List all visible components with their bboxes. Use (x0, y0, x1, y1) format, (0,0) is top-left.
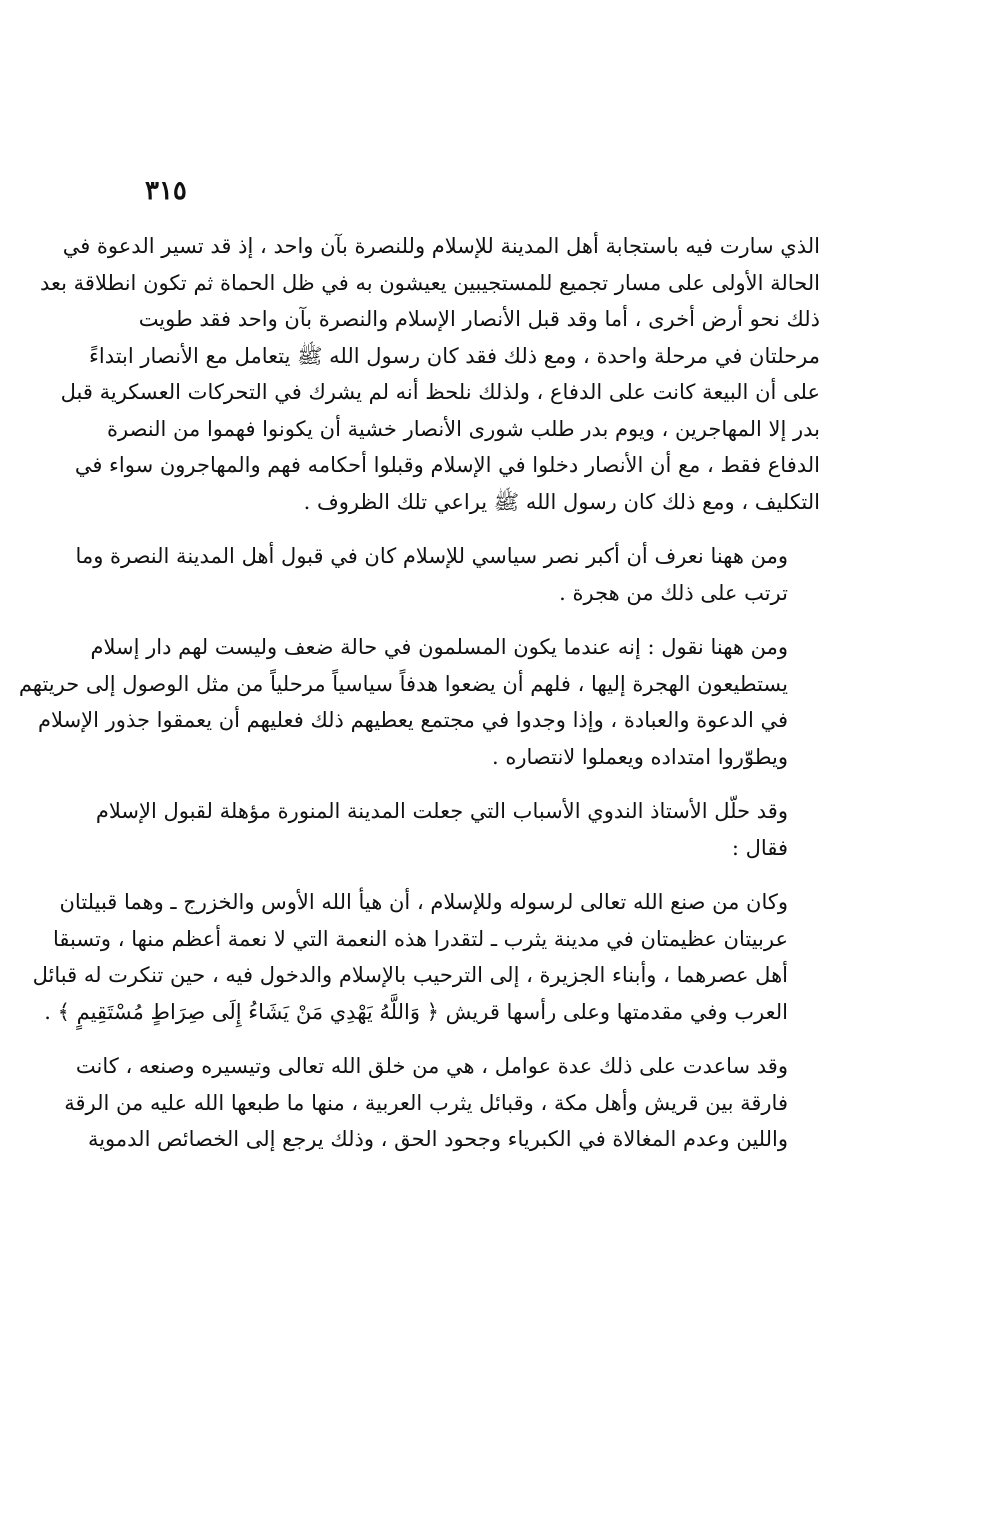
paragraph-1 (39, 228, 820, 520)
text-line: ومن ههنا نعرف أن أكبر نصر سياسي للإسلام كان في قبول أهل المدينة النصرة وما (75, 544, 788, 568)
text-line: وكان من صنع الله تعالى لرسوله وللإسلام ، أن هيأ الله الأوس والخزرج ـ وهما قبيلتان (59, 890, 788, 914)
text-line: بدر إلا المهاجرين ، ويوم بدر طلب شورى الأنصار خشية أن يكونوا فهموا من النصرة (107, 416, 820, 441)
text-line: ويطوّروا امتداده ويعملوا لانتصاره . (492, 744, 788, 769)
text-line: ترتب على ذلك من هجرة . (559, 580, 788, 605)
text-line: يستطيعون الهجرة إليها ، فلهم أن يضعوا هدفاً سياسياً مرحلياً من مثل الوصول إلى حريتهم (18, 671, 788, 696)
page-number: ٣١٥ (145, 176, 187, 206)
text-line: أهل عصرهما ، وأبناء الجزيرة ، إلى الترحيب بالإسلام والدخول فيه ، حين تنكرت له قبائل (32, 963, 788, 987)
text-line: الذي سارت فيه باستجابة أهل المدينة للإسلام وللنصرة بآن واحد ، إذ قد تسير الدعوة في (62, 234, 820, 258)
text-line: فقال : (731, 835, 788, 860)
paragraph-5 (32, 884, 820, 1030)
text-line: على أن البيعة كانت على الدفاع ، ولذلك نلحظ أنه لم يشرك في التحركات العسكرية قبل (60, 380, 820, 404)
page-body (18, 228, 820, 1176)
text-line: وقد ساعدت على ذلك عدة عوامل ، هي من خلق الله تعالى وتيسيره وصنعه ، كانت (75, 1054, 788, 1078)
text-line: وقد حلّل الأستاذ الندوي الأسباب التي جعلت المدينة المنورة مؤهلة لقبول الإسلام (95, 799, 788, 823)
text-line: في الدعوة والعبادة ، وإذا وجدوا في مجتمع يعطيهم ذلك فعليهم أن يعمقوا جذور الإسلام (38, 708, 788, 732)
text-line: عربيتان عظيمتان في مدينة يثرب ـ لتقدرا هذه النعمة التي لا نعمة أعظم منها ، وتسبقا (53, 926, 788, 951)
text-line: التكليف ، ومع ذلك كان رسول الله ﷺ يراعي تلك الظروف . (303, 489, 820, 514)
paragraph-3 (18, 629, 820, 775)
text-line: فارقة بين قريش وأهل مكة ، وقبائل يثرب العربية ، منها ما طبعها الله عليه من الرقة (64, 1090, 788, 1115)
text-line: ومن ههنا نقول : إنه عندما يكون المسلمون في حالة ضعف وليست لهم دار إسلام (90, 635, 788, 659)
paragraph-4 (95, 793, 820, 866)
text-line: ذلك نحو أرض أخرى ، أما وقد قبل الأنصار الإسلام والنصرة بآن واحد فقد طويت (138, 307, 820, 331)
paragraph-6 (64, 1048, 820, 1158)
paragraph-2 (75, 538, 820, 611)
text-line: الدفاع فقط ، مع أن الأنصار دخلوا في الإسلام وقبلوا أحكامه فهم والمهاجرون سواء في (74, 453, 820, 477)
text-line: واللين وعدم المغالاة في الكبرياء وجحود الحق ، وذلك يرجع إلى الخصائص الدموية (87, 1127, 788, 1151)
text-line: العرب وفي مقدمتها وعلى رأسها قريش ﴿ وَاللَّهُ يَهْدِي مَنْ يَشَاءُ إِلَى صِرَاطٍ مُسْتَقِيمٍ ﴾ . (44, 999, 788, 1024)
text-line: مرحلتان في مرحلة واحدة ، ومع ذلك فقد كان رسول الله ﷺ يتعامل مع الأنصار ابتداءً (88, 343, 820, 368)
text-line: الحالة الأولى على مسار تجميع للمستجيبين يعيشون به في ظل الحماة ثم تكون انطلاقة بعد (39, 270, 820, 295)
